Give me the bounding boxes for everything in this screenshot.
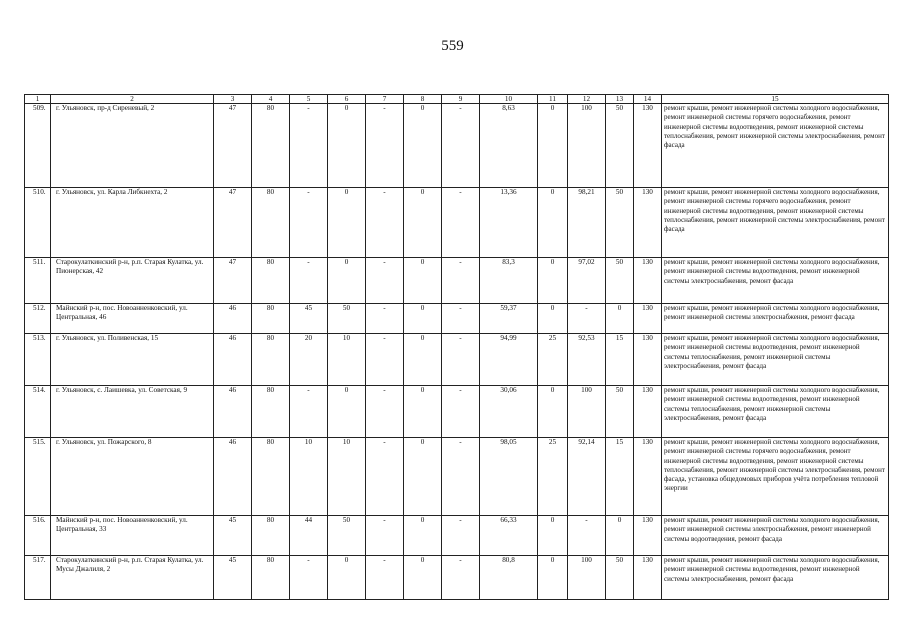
value-cell: 80	[252, 304, 290, 334]
value-cell: -	[442, 556, 480, 600]
table-row	[25, 438, 889, 516]
value-cell: -	[442, 258, 480, 304]
address-cell: Майнский р-н, пос. Новоанненковский, ул. Центральная, 46	[51, 304, 214, 334]
value-cell: -	[366, 438, 404, 516]
column-number-cell: 15	[662, 95, 889, 104]
column-number-cell: 13	[606, 95, 634, 104]
value-cell: -	[442, 386, 480, 438]
value-cell: -	[442, 438, 480, 516]
address-cell: г. Ульяновск, пр-д Сиреневый, 2	[51, 104, 214, 188]
value-cell: 97,02	[568, 258, 606, 304]
value-cell: 0	[328, 188, 366, 258]
value-cell: 0	[538, 304, 568, 334]
row-number-cell: 514.	[25, 386, 51, 438]
value-cell: 46	[214, 438, 252, 516]
value-cell: -	[366, 258, 404, 304]
value-cell: 130	[634, 516, 662, 556]
value-cell: 0	[328, 386, 366, 438]
works-table	[24, 94, 889, 600]
value-cell: 13,36	[480, 188, 538, 258]
value-cell: 0	[404, 386, 442, 438]
value-cell: 130	[634, 104, 662, 188]
works-cell: ремонт крыши, ремонт инженерной системы холодного водоснабжения, ремонт инженерной системы водоотведения, ремонт инженерной системы электроснабжения, ремонт фасада	[662, 258, 889, 304]
value-cell: 46	[214, 386, 252, 438]
value-cell: 130	[634, 438, 662, 516]
value-cell: 0	[404, 104, 442, 188]
value-cell: 50	[606, 556, 634, 600]
row-number-cell: 515.	[25, 438, 51, 516]
value-cell: 80	[252, 334, 290, 386]
value-cell: 80	[252, 258, 290, 304]
value-cell: 50	[328, 516, 366, 556]
value-cell: 80	[252, 386, 290, 438]
value-cell: 0	[538, 104, 568, 188]
column-number-cell: 5	[290, 95, 328, 104]
table-row	[25, 386, 889, 438]
value-cell: -	[366, 188, 404, 258]
value-cell: 0	[328, 104, 366, 188]
value-cell: 66,33	[480, 516, 538, 556]
value-cell: 30,06	[480, 386, 538, 438]
value-cell: 25	[538, 334, 568, 386]
table-row	[25, 104, 889, 188]
value-cell: -	[290, 188, 328, 258]
value-cell: -	[442, 516, 480, 556]
address-cell: г. Ульяновск, ул. Пожарского, 8	[51, 438, 214, 516]
value-cell: -	[568, 304, 606, 334]
works-cell: ремонт крыши, ремонт инженерной системы холодного водоснабжения, ремонт инженерной системы электроснабжения, ремонт инженерной системы водоотведения, ремонт фасада	[662, 516, 889, 556]
value-cell: 80	[252, 188, 290, 258]
value-cell: 92,14	[568, 438, 606, 516]
value-cell: 10	[328, 438, 366, 516]
value-cell: 0	[404, 188, 442, 258]
works-cell: ремонт крыши, ремонт инженерной системы холодного водоснабжения, ремонт инженерной системы горячего водоснабжения, ремонт инженерной системы водоотведения, ремонт инженерной системы теплоснабжения, ремонт инженерной системы электроснабжения, ремонт фасада	[662, 188, 889, 258]
column-number-cell: 1	[25, 95, 51, 104]
value-cell: -	[366, 104, 404, 188]
column-number-cell: 10	[480, 95, 538, 104]
value-cell: 47	[214, 188, 252, 258]
value-cell: -	[366, 334, 404, 386]
table-body	[25, 95, 889, 600]
address-cell: Майнский р-н, пос. Новоанненковский, ул. Центральная, 33	[51, 516, 214, 556]
value-cell: 0	[404, 334, 442, 386]
row-number-cell: 511.	[25, 258, 51, 304]
value-cell: 130	[634, 386, 662, 438]
value-cell: 45	[214, 556, 252, 600]
value-cell: 50	[328, 304, 366, 334]
value-cell: -	[366, 516, 404, 556]
value-cell: 80	[252, 438, 290, 516]
value-cell: -	[442, 104, 480, 188]
value-cell: 15	[606, 438, 634, 516]
value-cell: -	[442, 188, 480, 258]
value-cell: 8,63	[480, 104, 538, 188]
value-cell: 0	[538, 516, 568, 556]
value-cell: -	[442, 334, 480, 386]
column-number-cell: 11	[538, 95, 568, 104]
column-number-cell: 12	[568, 95, 606, 104]
column-number-cell: 14	[634, 95, 662, 104]
value-cell: 0	[606, 516, 634, 556]
column-number-row	[25, 95, 889, 104]
value-cell: 0	[538, 386, 568, 438]
value-cell: 94,99	[480, 334, 538, 386]
value-cell: -	[290, 258, 328, 304]
value-cell: 50	[606, 386, 634, 438]
row-number-cell: 512.	[25, 304, 51, 334]
value-cell: -	[290, 556, 328, 600]
value-cell: -	[568, 516, 606, 556]
value-cell: 100	[568, 104, 606, 188]
value-cell: 100	[568, 386, 606, 438]
value-cell: -	[366, 304, 404, 334]
value-cell: 130	[634, 304, 662, 334]
works-cell: ремонт крыши, ремонт инженерной системы холодного водоснабжения, ремонт инженерной системы водоотведения, ремонт инженерной системы теплоснабжения, ремонт инженерной системы электроснабжения, ремонт фасада	[662, 334, 889, 386]
value-cell: -	[290, 104, 328, 188]
value-cell: 130	[634, 334, 662, 386]
value-cell: 0	[538, 258, 568, 304]
value-cell: 98,05	[480, 438, 538, 516]
value-cell: 45	[290, 304, 328, 334]
works-cell: ремонт крыши, ремонт инженерной системы холодного водоснабжения, ремонт инженерной системы водоотведения, ремонт инженерной системы электроснабжения, ремонт фасада	[662, 556, 889, 600]
value-cell: -	[290, 386, 328, 438]
value-cell: 80	[252, 516, 290, 556]
address-cell: Старокулаткинский р-н, р.п. Старая Кулатка, ул. Пионерская, 42	[51, 258, 214, 304]
value-cell: 0	[404, 516, 442, 556]
row-number-cell: 517.	[25, 556, 51, 600]
value-cell: 47	[214, 104, 252, 188]
works-cell: ремонт крыши, ремонт инженерной системы холодного водоснабжения, ремонт инженерной системы электроснабжения, ремонт фасада	[662, 304, 889, 334]
address-cell: г. Ульяновск, с. Лаишевка, ул. Советская, 9	[51, 386, 214, 438]
row-number-cell: 516.	[25, 516, 51, 556]
value-cell: -	[442, 304, 480, 334]
value-cell: 80,8	[480, 556, 538, 600]
address-cell: г. Ульяновск, ул. Карла Либкнехта, 2	[51, 188, 214, 258]
value-cell: 44	[290, 516, 328, 556]
table-row	[25, 258, 889, 304]
value-cell: 10	[290, 438, 328, 516]
value-cell: 10	[328, 334, 366, 386]
row-number-cell: 513.	[25, 334, 51, 386]
column-number-cell: 8	[404, 95, 442, 104]
value-cell: 0	[606, 304, 634, 334]
value-cell: 98,21	[568, 188, 606, 258]
row-number-cell: 510.	[25, 188, 51, 258]
page-number: 559	[441, 38, 464, 54]
works-cell: ремонт крыши, ремонт инженерной системы холодного водоснабжения, ремонт инженерной системы горячего водоснабжения, ремонт инженерной системы водоотведения, ремонт инженерной системы теплоснабжения, ремонт инженерной системы электроснабжения, ремонт фасада	[662, 104, 889, 188]
value-cell: 45	[214, 516, 252, 556]
table-row	[25, 556, 889, 600]
table-row	[25, 334, 889, 386]
value-cell: 92,53	[568, 334, 606, 386]
value-cell: 20	[290, 334, 328, 386]
table-row	[25, 516, 889, 556]
column-number-cell: 2	[51, 95, 214, 104]
value-cell: 0	[538, 556, 568, 600]
value-cell: 47	[214, 258, 252, 304]
value-cell: 0	[328, 258, 366, 304]
value-cell: 50	[606, 104, 634, 188]
value-cell: 80	[252, 556, 290, 600]
value-cell: 59,37	[480, 304, 538, 334]
value-cell: 0	[404, 556, 442, 600]
value-cell: 130	[634, 258, 662, 304]
value-cell: 100	[568, 556, 606, 600]
value-cell: 83,3	[480, 258, 538, 304]
value-cell: 15	[606, 334, 634, 386]
column-number-cell: 4	[252, 95, 290, 104]
value-cell: 130	[634, 556, 662, 600]
column-number-cell: 7	[366, 95, 404, 104]
address-cell: Старокулаткинский р-н, р.п. Старая Кулатка, ул. Мусы Джалиля, 2	[51, 556, 214, 600]
works-cell: ремонт крыши, ремонт инженерной системы холодного водоснабжения, ремонт инженерной системы водоотведения, ремонт инженерной системы теплоснабжения, ремонт инженерной системы электроснабжения, ремонт фасада	[662, 386, 889, 438]
column-number-cell: 6	[328, 95, 366, 104]
value-cell: -	[366, 386, 404, 438]
value-cell: 0	[404, 438, 442, 516]
table-row	[25, 188, 889, 258]
value-cell: 46	[214, 334, 252, 386]
value-cell: 0	[538, 188, 568, 258]
value-cell: 130	[634, 188, 662, 258]
value-cell: -	[366, 556, 404, 600]
value-cell: 0	[404, 258, 442, 304]
address-cell: г. Ульяновск, ул. Поливенская, 15	[51, 334, 214, 386]
table-row	[25, 304, 889, 334]
works-cell: ремонт крыши, ремонт инженерной системы холодного водоснабжения, ремонт инженерной системы горячего водоснабжения, ремонт инженерной системы водоотведения, ремонт инженерной системы теплоснабжения, ремонт инженерной системы электроснабжения, ремонт фасада, установка общедомовых приборов учёта потребления тепловой энергии	[662, 438, 889, 516]
value-cell: 46	[214, 304, 252, 334]
value-cell: 25	[538, 438, 568, 516]
value-cell: 80	[252, 104, 290, 188]
column-number-cell: 9	[442, 95, 480, 104]
column-number-cell: 3	[214, 95, 252, 104]
value-cell: 50	[606, 188, 634, 258]
value-cell: 0	[328, 556, 366, 600]
row-number-cell: 509.	[25, 104, 51, 188]
value-cell: 50	[606, 258, 634, 304]
value-cell: 0	[404, 304, 442, 334]
